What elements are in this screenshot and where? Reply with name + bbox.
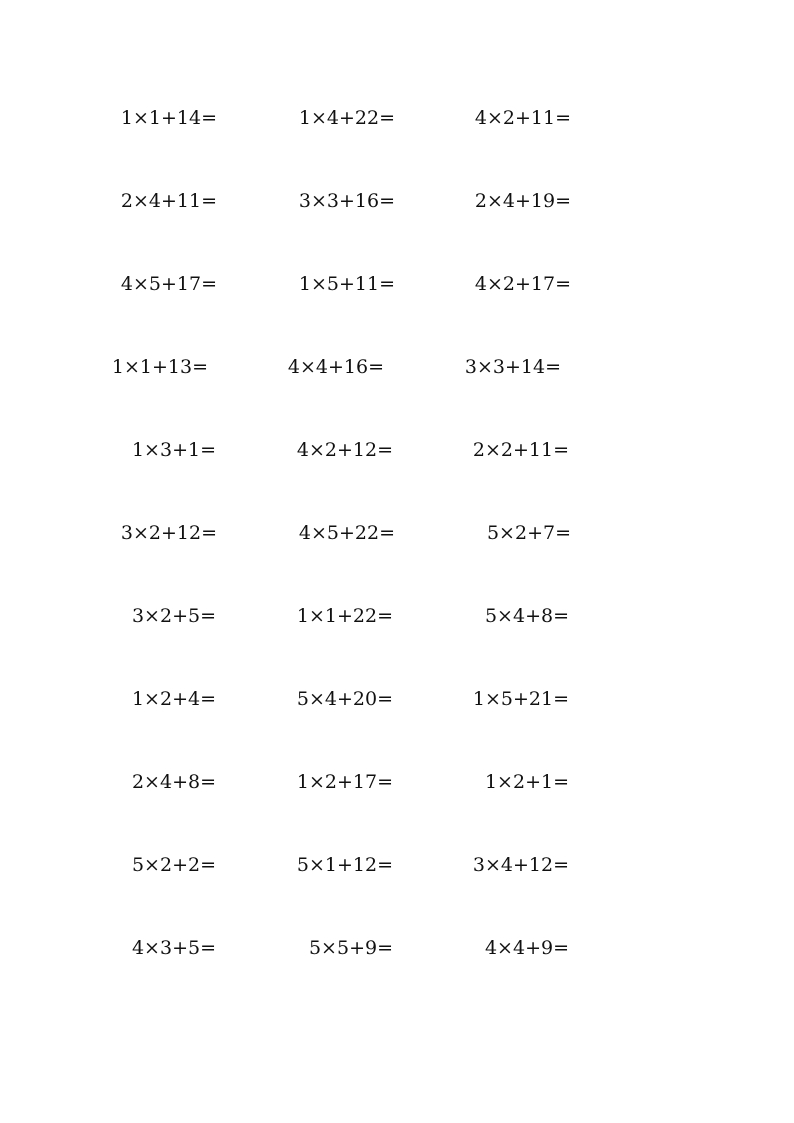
- problem: 4×2+12=: [296, 439, 393, 461]
- problem: 4×2+17=: [474, 273, 571, 295]
- problem: 5×2+7=: [486, 522, 571, 544]
- problem: 2×4+19=: [474, 190, 571, 212]
- problem: 1×5+21=: [472, 688, 569, 710]
- problem-row-1: [0, 98, 794, 138]
- problem: 2×4+8=: [131, 771, 216, 793]
- problem-row-6: [0, 513, 794, 553]
- problem: 5×4+20=: [296, 688, 393, 710]
- problem: 2×2+11=: [472, 439, 569, 461]
- problem: 5×5+9=: [308, 937, 393, 959]
- problem: 1×1+14=: [120, 107, 217, 129]
- problem: 1×2+1=: [484, 771, 569, 793]
- problem-row-7: [0, 596, 794, 636]
- problem-row-3: [0, 264, 794, 304]
- problem-row-4: [0, 347, 794, 387]
- problem: 4×2+11=: [474, 107, 571, 129]
- problem: 1×5+11=: [298, 273, 395, 295]
- problem-row-8: [0, 679, 794, 719]
- problem: 3×2+12=: [120, 522, 217, 544]
- problem-row-10: [0, 845, 794, 885]
- problem: 4×3+5=: [131, 937, 216, 959]
- problem: 1×2+4=: [131, 688, 216, 710]
- problem: 4×5+22=: [298, 522, 395, 544]
- problem-row-2: [0, 181, 794, 221]
- problem: 1×1+22=: [296, 605, 393, 627]
- problem-row-11: [0, 928, 794, 968]
- problem: 4×5+17=: [120, 273, 217, 295]
- problem: 3×3+14=: [464, 356, 561, 378]
- problem: 1×2+17=: [296, 771, 393, 793]
- problem: 3×2+5=: [131, 605, 216, 627]
- problem-row-5: [0, 430, 794, 470]
- problem-row-9: [0, 762, 794, 802]
- problem: 1×3+1=: [131, 439, 216, 461]
- problem: 1×4+22=: [298, 107, 395, 129]
- problem: 4×4+9=: [484, 937, 569, 959]
- problem: 5×4+8=: [484, 605, 569, 627]
- problem: 3×3+16=: [298, 190, 395, 212]
- problem: 2×4+11=: [120, 190, 217, 212]
- problem: 1×1+13=: [111, 356, 208, 378]
- problem: 5×2+2=: [131, 854, 216, 876]
- problem: 3×4+12=: [472, 854, 569, 876]
- problem: 5×1+12=: [296, 854, 393, 876]
- problem: 4×4+16=: [287, 356, 384, 378]
